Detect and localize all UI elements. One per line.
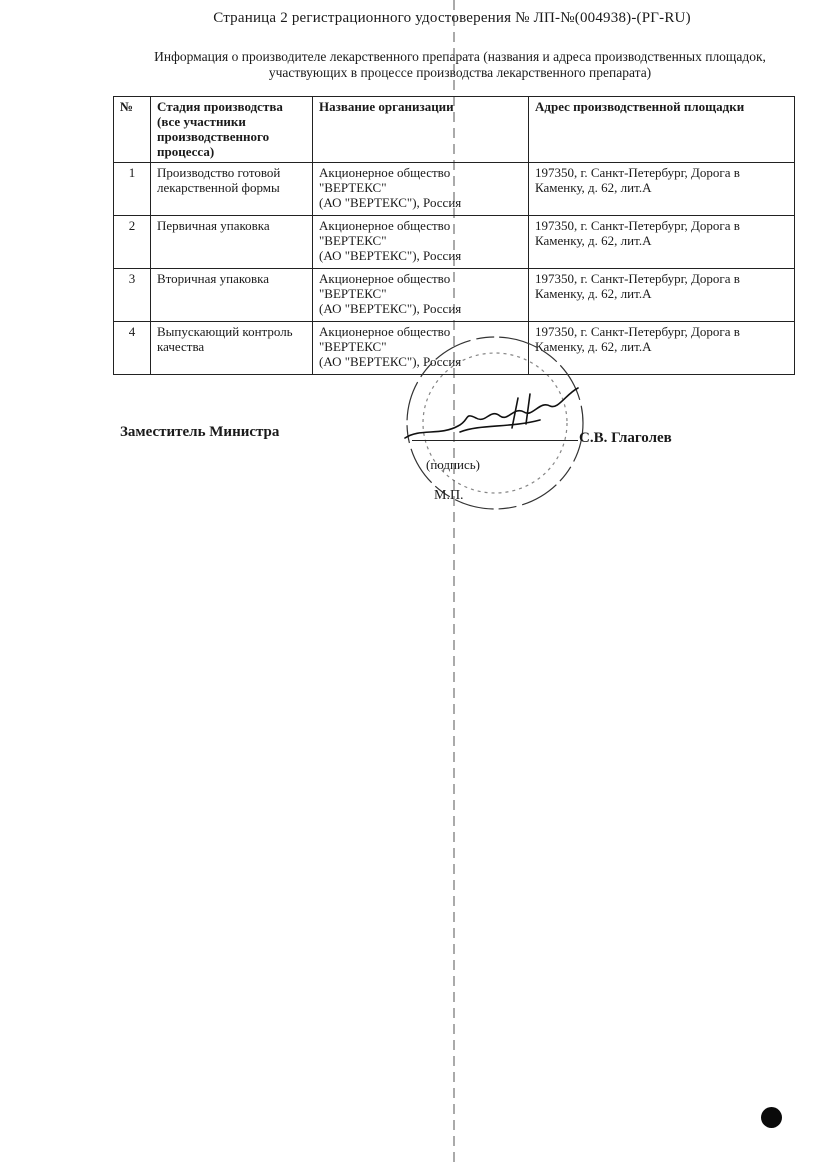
table-row	[114, 269, 795, 322]
org-line: "ВЕРТЕКС"	[319, 233, 387, 248]
org-line: (АО "ВЕРТЕКС"), Россия	[319, 195, 462, 210]
row-address: 197350, г. Санкт-Петербург, Дорога в Каменку, д. 62, лит.А	[529, 163, 795, 216]
handwritten-signature-icon	[405, 388, 578, 438]
row-num: 3	[114, 269, 151, 322]
org-line: "ВЕРТЕКС"	[319, 286, 387, 301]
row-address: 197350, г. Санкт-Петербург, Дорога в Каменку, д. 62, лит.А	[529, 216, 795, 269]
row-num: 4	[114, 322, 151, 375]
row-org	[313, 216, 529, 269]
page-title: Страница 2 регистрационного удостоверения № ЛП-№(004938)-(РГ-RU)	[213, 10, 691, 26]
row-stage: Вторичная упаковка	[151, 269, 313, 322]
row-address: 197350, г. Санкт-Петербург, Дорога в Каменку, д. 62, лит.А	[529, 269, 795, 322]
row-org	[313, 163, 529, 216]
table-row	[114, 163, 795, 216]
org-line: Акционерное общество	[319, 218, 451, 233]
org-line: (АО "ВЕРТЕКС"), Россия	[319, 248, 462, 263]
page-header	[0, 10, 824, 27]
org-line: (АО "ВЕРТЕКС"), Россия	[319, 301, 462, 316]
intro-text	[120, 49, 800, 81]
row-stage: Производство готовой лекарственной формы	[151, 163, 313, 216]
row-address: 197350, г. Санкт-Петербург, Дорога в Каменку, д. 62, лит.А	[529, 322, 795, 375]
black-dot-icon	[761, 1107, 782, 1128]
table-header-row	[114, 97, 795, 163]
header-org: Название организации	[313, 97, 529, 163]
intro-line-1: Информация о производителе лекарственного препарата (названия и адреса производственных площадок,	[154, 49, 766, 64]
org-line: Акционерное общество	[319, 324, 451, 339]
signer-title: Заместитель Министра	[120, 424, 280, 440]
round-seal-stamp-icon	[400, 328, 590, 518]
header-address: Адрес производственной площадки	[529, 97, 795, 163]
seal-label: М.П.	[434, 488, 464, 503]
org-line: Акционерное общество	[319, 271, 451, 286]
row-num: 2	[114, 216, 151, 269]
org-line: "ВЕРТЕКС"	[319, 180, 387, 195]
org-line: Акционерное общество	[319, 165, 451, 180]
row-stage: Первичная упаковка	[151, 216, 313, 269]
intro-line-2: участвующих в процессе производства лекарственного препарата)	[268, 65, 652, 80]
table-row	[114, 216, 795, 269]
row-org	[313, 269, 529, 322]
org-line: (АО "ВЕРТЕКС"), Россия	[319, 354, 462, 369]
row-stage: Выпускающий контроль качества	[151, 322, 313, 375]
signature-line	[412, 440, 578, 441]
org-line: "ВЕРТЕКС"	[319, 339, 387, 354]
header-stage: Стадия производства (все участники производственного процесса)	[151, 97, 313, 163]
row-num: 1	[114, 163, 151, 216]
signer-name: С.В. Глаголев	[579, 430, 672, 446]
signature-caption: (подпись)	[426, 457, 480, 472]
header-num: №	[114, 97, 151, 163]
